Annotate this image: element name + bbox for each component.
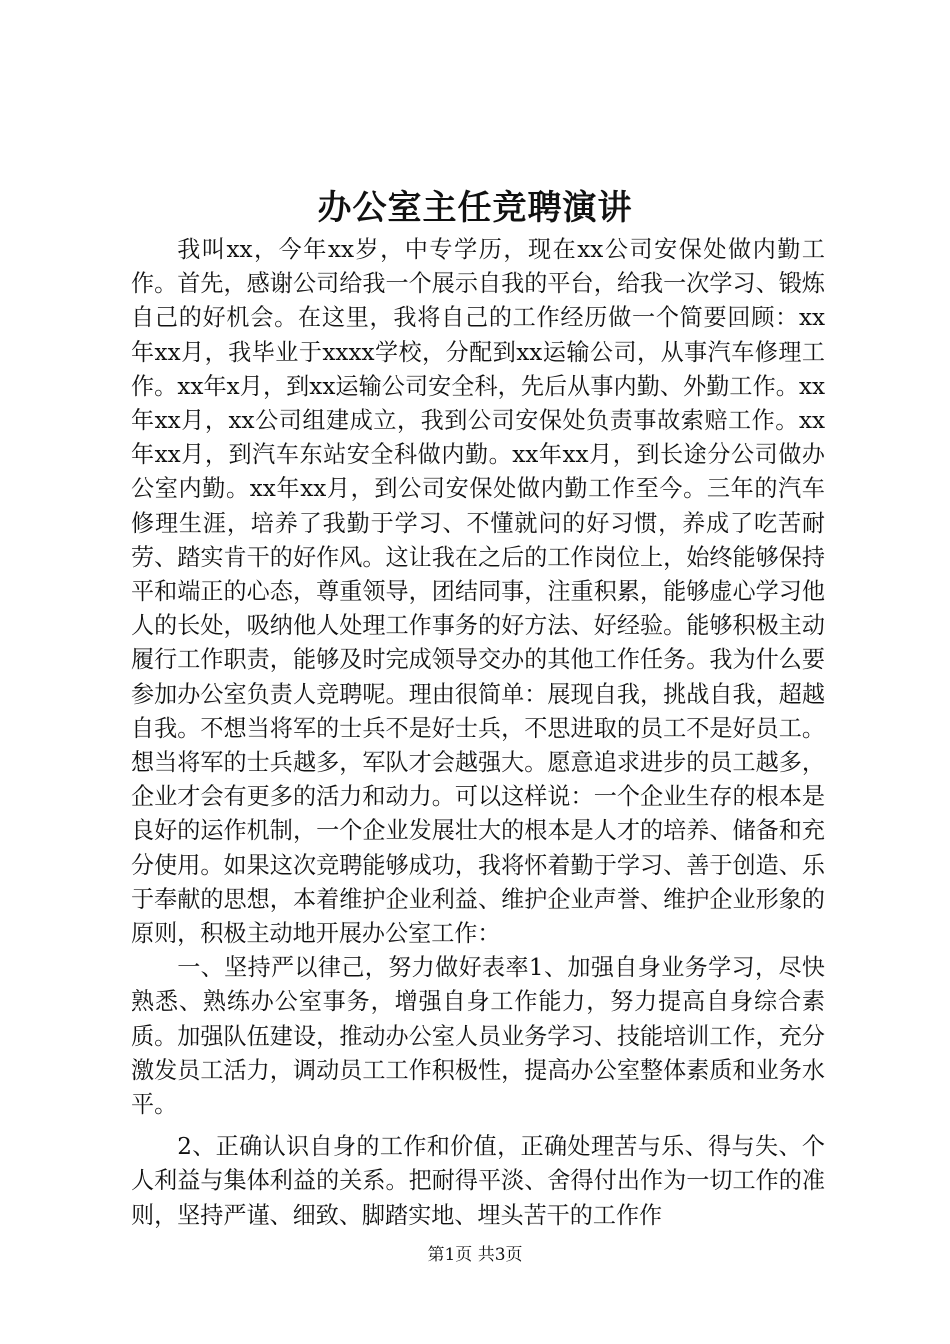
paragraph-point-one: 一、坚持严以律己，努力做好表率1、加强自身业务学习，尽快熟悉、熟练办公室事务，增强自身工作能力，努力提高自身综合素质。加强队伍建设，推动办公室人员业务学习、技能培训工作，充分激发员工活力，调动员工工作积极性，提高办公室整体素质和业务水平。: [131, 955, 825, 1119]
page-footer: 第1页 共3页: [427, 1245, 523, 1265]
document-title: 办公室主任竞聘演讲: [317, 188, 633, 228]
paragraph-intro: 我叫xx，今年xx岁，中专学历，现在xx公司安保处做内勤工作。首先，感谢公司给我一个展示自我的平台，给我一次学习、锻炼自己的好机会。在这里，我将自己的工作经历做一个简要回顾：xx年xx月，我毕业于xxxx学校，分配到xx运输公司，从事汽车修理工作。xx年x月，到xx运输公司安全科，先后从事内勤、外勤工作。xx年xx月，xx公司组建成立，我到公司安保处负责事故索赔工作。xx年xx月，到汽车东站安全科做内勤。xx年xx月，到长途分公司做办公室内勤。xx年xx月，到公司安保处做内勤工作至今。三年的汽车修理生涯，培养了我勤于学习、不懂就问的好习惯，养成了吃苦耐劳、踏实肯干的好作风。这让我在之后的工作岗位上，始终能够保持平和端正的心态，尊重领导，团结同事，注重积累，能够虚心学习他人的长处，吸纳他人处理工作事务的好方法、好经验。能够积极主动履行工作职责，能够及时完成领导交办的其他工作任务。我为什么要参加办公室负责人竞聘呢。理由很简单：展现自我，挑战自我，超越自我。不想当将军的士兵不是好士兵，不思进取的员工不是好员工。想当将军的士兵越多，军队才会越强大。愿意追求进步的员工越多，企业才会有更多的活力和动力。可以这样说：一个企业生存的根本是良好的运作机制，一个企业发展壮大的根本是人才的培养、储备和充分使用。如果这次竞聘能够成功，我将怀着勤于学习、善于创造、乐于奉献的思想，本着维护企业利益、维护企业声誉、维护企业形象的原则，积极主动地开展办公室工作：: [131, 237, 825, 948]
document-body: [131, 233, 825, 1233]
paragraph-point-two: 2、正确认识自身的工作和价值，正确处理苦与乐、得与失、个人利益与集体利益的关系。把耐得平淡、舍得付出作为一切工作的准则，坚持严谨、细致、脚踏实地、埋头苦干的工作作: [131, 1134, 825, 1229]
